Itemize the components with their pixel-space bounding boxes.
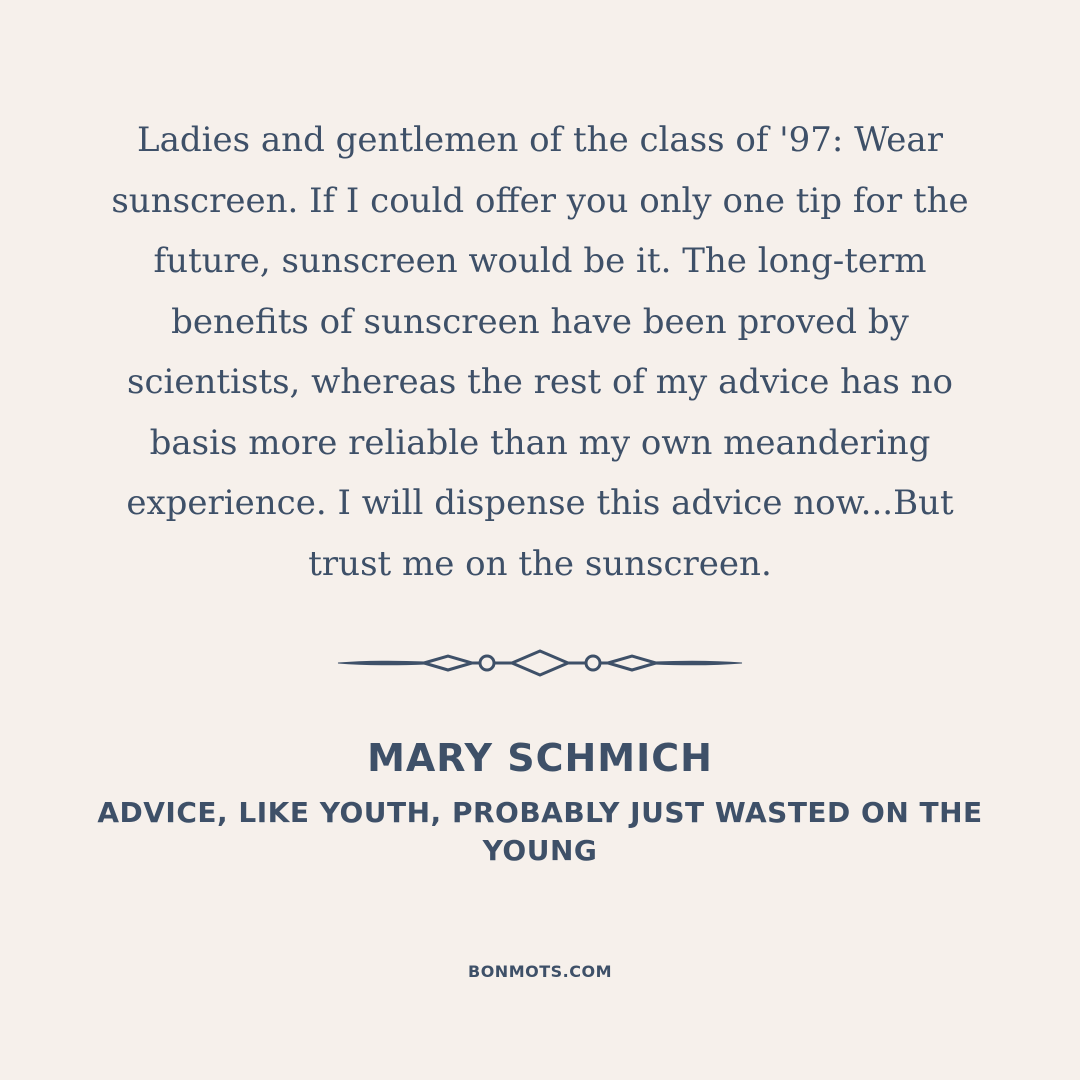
ornamental-divider-icon (336, 646, 744, 680)
source-title: ADVICE, LIKE YOUTH, PROBABLY JUST WASTED ON THE YOUNG (97, 796, 983, 867)
author-name: MARY SCHMICH (367, 736, 713, 780)
quote-text: Ladies and gentlemen of the class of '97: Wear sunscreen. If I could offer you only one tip for the future, sunscreen would be it. The long-term benefits of sunscreen have been proved by scientists, whereas the rest of my advice has no basis more reliable than my own meandering experience. I will dispense this advice now...But trust me on the sunscreen. (111, 120, 969, 584)
site-link[interactable]: BONMOTS.COM (468, 962, 612, 981)
